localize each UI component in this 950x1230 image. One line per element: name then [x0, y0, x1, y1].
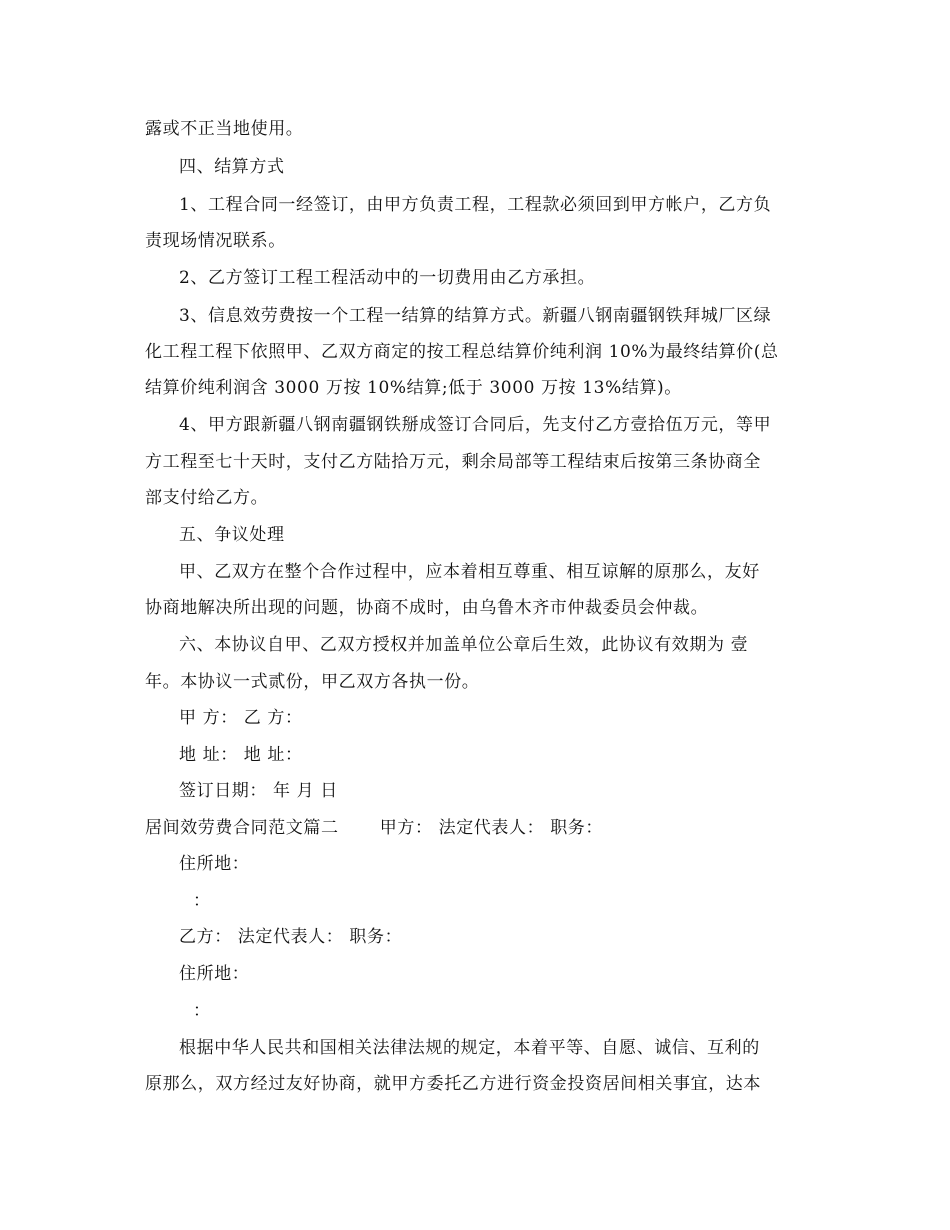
- text-line: ：: [193, 891, 211, 911]
- text-line: 住所地：: [179, 964, 250, 984]
- text-line: 结算价纯利润含 3000 万按 10%结算;低于 3000 万按 13%结算)。: [145, 378, 682, 398]
- signature-address: 地 址： 地 址：: [179, 745, 303, 765]
- text-line: 乙方： 法定代表人： 职务：: [179, 927, 403, 947]
- text-line: 方工程至七十天时，支付乙方陆拾万元，剩余局部等工程结束后按第三条协商全: [145, 452, 761, 472]
- text-line: 化工程工程下依照甲、乙双方商定的按工程总结算价纯利润 10%为最终结算价(总: [145, 342, 779, 362]
- text-line: 3、信息效劳费按一个工程一结算的结算方式。新疆八钢南疆钢铁拜城厂区绿: [179, 306, 772, 326]
- text-line: 甲、乙双方在整个合作过程中，应本着相互尊重、相互谅解的原那么，友好: [179, 562, 760, 582]
- text-line: 根据中华人民共和国相关法律法规的规定，本着平等、自愿、诚信、互利的: [179, 1038, 760, 1058]
- text-line: 1、工程合同一经签订，由甲方负责工程，工程款必须回到甲方帐户，乙方负: [179, 195, 772, 215]
- text-line: 露或不正当地使用。: [145, 119, 304, 139]
- text-line: 部支付给乙方。: [145, 488, 269, 508]
- section-heading-dispute: 五、争议处理: [179, 525, 285, 545]
- signature-parties: 甲 方： 乙 方：: [179, 708, 303, 728]
- signature-date: 签订日期： 年 月 日: [179, 781, 338, 801]
- text-line: ：: [193, 1001, 211, 1021]
- section-heading-settlement: 四、结算方式: [179, 157, 285, 177]
- text-line: 责现场情况联系。: [145, 231, 286, 251]
- text-line: 4、甲方跟新疆八钢南疆钢铁掰成签订合同后，先支付乙方壹拾伍万元，等甲: [179, 415, 772, 435]
- text-line: 年。本协议一式贰份，甲乙双方各执一份。: [145, 672, 480, 692]
- text-line: 协商地解决所出现的问题，协商不成时，由乌鲁木齐市仲裁委员会仲裁。: [145, 598, 709, 618]
- text-line: 2、乙方签订工程工程活动中的一切费用由乙方承担。: [179, 268, 596, 288]
- text-line: 原那么，双方经过友好协商，就甲方委托乙方进行资金投资居间相关事宜，达本: [145, 1074, 761, 1094]
- text-line: 六、本协议自甲、乙双方授权并加盖单位公章后生效，此协议有效期为 壹: [179, 635, 749, 655]
- contract-title-line: 居间效劳费合同范文篇二 甲方： 法定代表人： 职务：: [145, 818, 604, 838]
- text-line: 住所地：: [179, 854, 250, 874]
